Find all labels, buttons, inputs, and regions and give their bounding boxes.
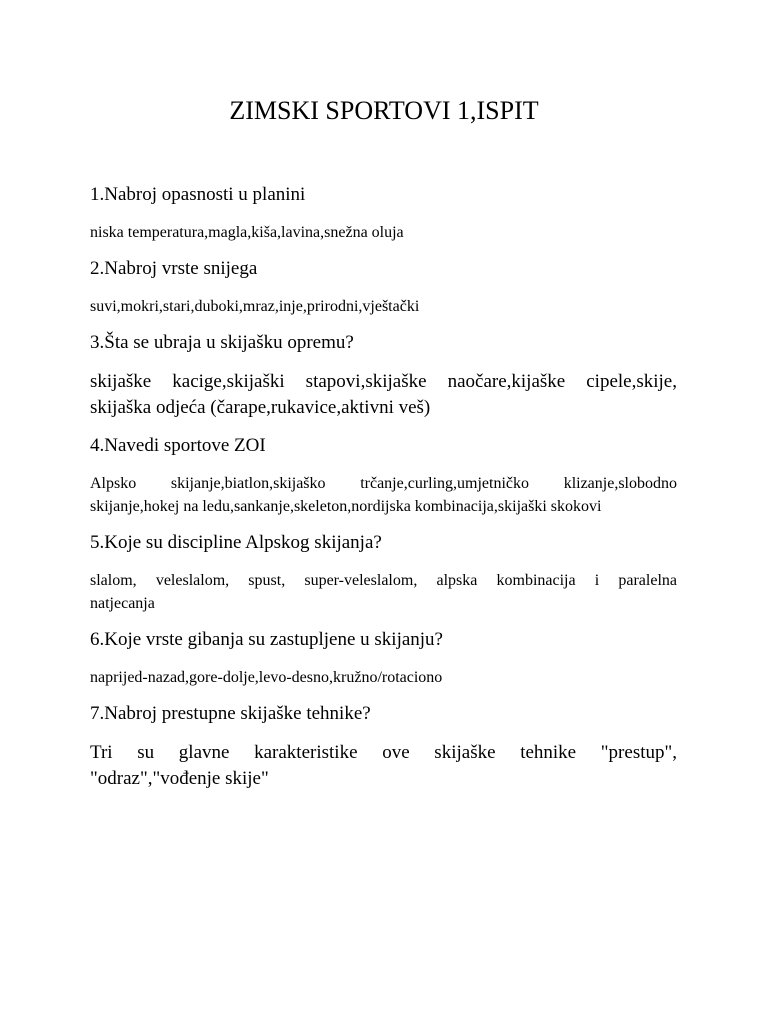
answer-2 bbox=[90, 295, 677, 318]
answer-line: Tri su glavne karakteristike ove skijaške tehnike "prestup", bbox=[90, 742, 677, 763]
document-body bbox=[90, 182, 677, 804]
answer-line: natjecanja bbox=[90, 595, 155, 612]
question-7: 7.Nabroj prestupne skijaške tehnike? bbox=[90, 703, 371, 724]
question-3: 3.Šta se ubraja u skijašku opremu? bbox=[90, 332, 354, 353]
question-6: 6.Koje vrste gibanja su zastupljene u skijanju? bbox=[90, 629, 443, 650]
answer-line: "odraz","vođenje skije" bbox=[90, 768, 269, 789]
question-5: 5.Koje su discipline Alpskog skijanja? bbox=[90, 532, 382, 553]
answer-line: naprijed-nazad,gore-dolje,levo-desno,kružno/rotaciono bbox=[90, 669, 443, 686]
answer-line: skijaške kacige,skijaški stapovi,skijaške naočare,kijaške cipele,skije, bbox=[90, 371, 677, 392]
answer-line: skijaška odjeća (čarape,rukavice,aktivni veš) bbox=[90, 397, 431, 418]
question-1: 1.Nabroj opasnosti u planini bbox=[90, 184, 306, 205]
answer-line: suvi,mokri,stari,duboki,mraz,inje,prirodni,vještački bbox=[90, 298, 420, 315]
answer-line: Alpsko skijanje,biatlon,skijaško trčanje,curling,umjetničko klizanje,slobodno bbox=[90, 475, 677, 492]
answer-line: skijanje,hokej na ledu,sankanje,skeleton,nordijska kombinacija,skijaški skokovi bbox=[90, 498, 602, 515]
answer-line: slalom, veleslalom, spust, super-veleslalom, alpska kombinacija i paralelna bbox=[90, 572, 677, 589]
answer-6 bbox=[90, 666, 677, 689]
answer-5 bbox=[90, 569, 677, 615]
question-2: 2.Nabroj vrste snijega bbox=[90, 258, 258, 279]
answer-3 bbox=[90, 369, 677, 421]
answer-line: niska temperatura,magla,kiša,lavina,snežna oluja bbox=[90, 224, 404, 241]
answer-1 bbox=[90, 221, 677, 244]
answer-7 bbox=[90, 740, 677, 792]
answer-4 bbox=[90, 472, 677, 518]
document-title: ZIMSKI SPORTOVI 1,ISPIT bbox=[229, 96, 539, 125]
question-4: 4.Navedi sportove ZOI bbox=[90, 435, 266, 456]
